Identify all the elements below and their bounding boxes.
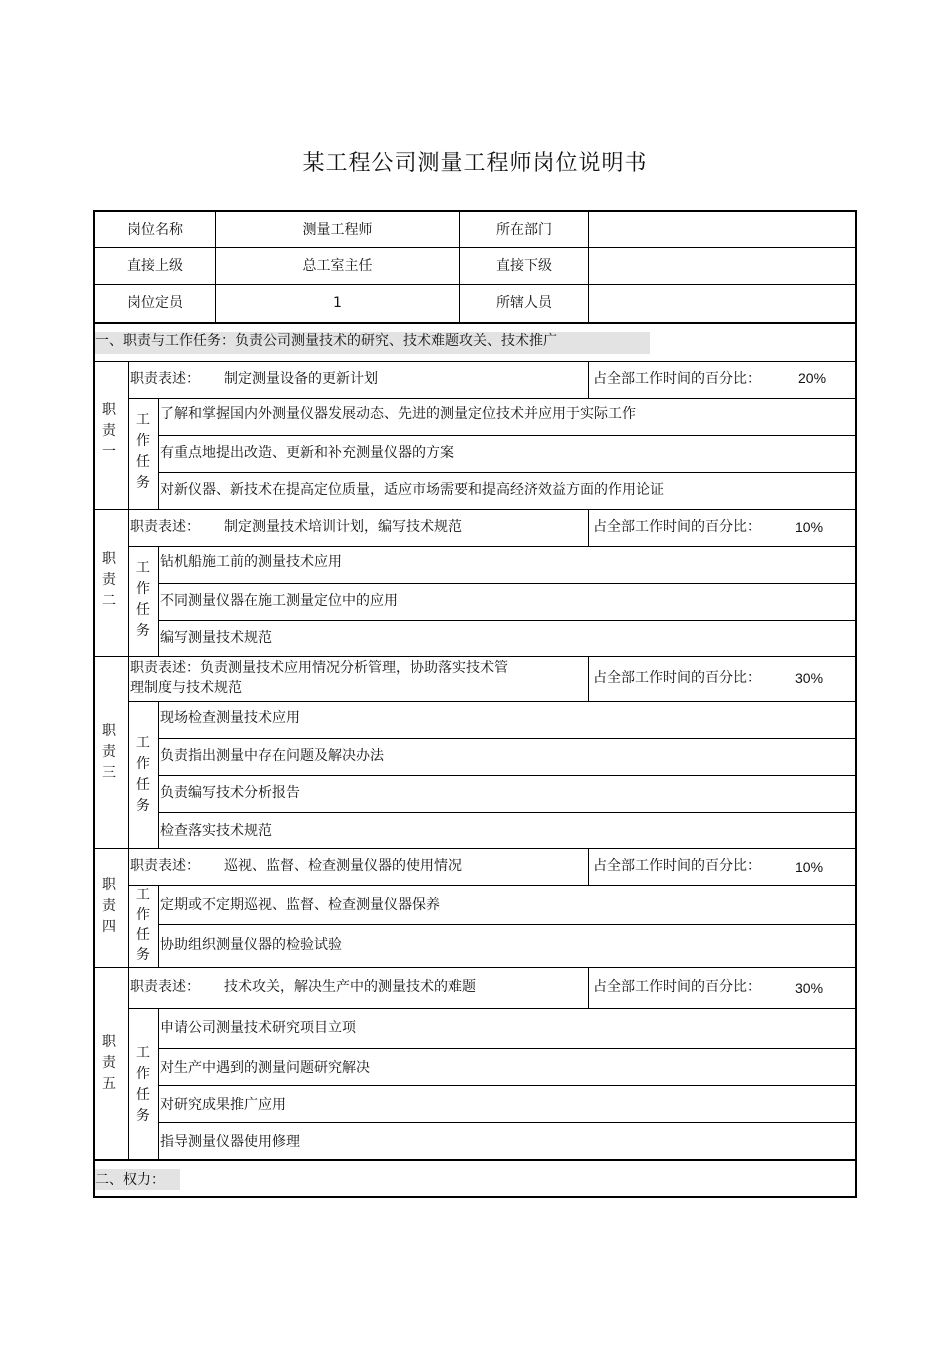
grid-line <box>588 509 589 546</box>
document-title: 某工程公司测量工程师岗位说明书 <box>302 151 648 176</box>
duty5-description: 职责表述： 技术攻关，解决生产中的测量技术的难题 <box>130 979 476 995</box>
duty4-description: 职责表述： 巡视、监督、检查测量仪器的使用情况 <box>130 858 462 874</box>
duty1-percent-label: 占全部工作时间的百分比： <box>593 371 761 387</box>
duty4-label: 职 责 四 <box>102 877 116 935</box>
grid-line <box>158 885 159 967</box>
grid-line <box>158 620 855 621</box>
duty2-description: 职责表述： 制定测量技术培训计划，编写技术规范 <box>130 519 462 535</box>
grid-line <box>128 398 855 399</box>
duty2-label: 职 责 二 <box>102 551 116 609</box>
duty3-task-3: 负责编写技术分析报告 <box>160 785 300 801</box>
grid-line <box>158 924 855 925</box>
duty4-task-1: 定期或不定期巡视、监督、检查测量仪器保养 <box>160 897 440 913</box>
duty2-task-3: 编写测量技术规范 <box>160 630 272 646</box>
grid-line <box>158 812 855 813</box>
grid-line <box>158 738 855 739</box>
grid-line <box>588 967 589 1008</box>
duty4-percent-label: 占全部工作时间的百分比： <box>593 858 761 874</box>
grid-line <box>158 546 159 656</box>
label-department: 所在部门 <box>496 222 552 238</box>
duty5-task-2: 对生产中遇到的测量问题研究解决 <box>160 1060 370 1076</box>
duty3-task-1: 现场检查测量技术应用 <box>160 710 300 726</box>
section1-heading: 一、职责与工作任务：负责公司测量技术的研究、技术难题攻关、技术推广 <box>95 333 557 349</box>
grid-line <box>158 1008 159 1160</box>
grid-line <box>128 701 855 702</box>
duty5-percent: 30% <box>795 980 824 996</box>
grid-line <box>158 435 855 436</box>
duty2-percent: 10% <box>795 519 824 535</box>
grid-line <box>158 583 855 584</box>
grid-line <box>158 1085 855 1086</box>
grid-line <box>588 361 589 398</box>
value-position-name: 测量工程师 <box>302 222 373 238</box>
duty3-task-4: 检查落实技术规范 <box>160 823 272 839</box>
duty5-task-label: 工 作 任 务 <box>136 1045 150 1124</box>
value-headcount: 1 <box>333 295 342 311</box>
duty1-percent: 20% <box>798 370 827 386</box>
duty5-task-3: 对研究成果推广应用 <box>160 1097 286 1113</box>
grid-line <box>95 247 855 248</box>
grid-line <box>128 1008 855 1009</box>
grid-line <box>588 656 589 701</box>
duty2-percent-label: 占全部工作时间的百分比： <box>593 519 761 535</box>
duty1-label: 职 责 一 <box>102 402 116 460</box>
grid-line <box>128 546 855 547</box>
duty2-task-2: 不同测量仪器在施工测量定位中的应用 <box>160 593 398 609</box>
grid-line <box>158 775 855 776</box>
duty5-label: 职 责 五 <box>102 1034 116 1092</box>
duty5-task-4: 指导测量仪器使用修理 <box>160 1134 300 1150</box>
grid-line <box>128 509 129 656</box>
duty5-task-1: 申请公司测量技术研究项目立项 <box>160 1020 356 1036</box>
label-direct-superior: 直接上级 <box>127 258 183 274</box>
value-direct-subordinate <box>589 248 855 284</box>
grid-line <box>588 848 589 885</box>
grid-line <box>158 472 855 473</box>
grid-line <box>215 212 216 322</box>
grid-line <box>158 398 159 509</box>
duty2-task-1: 钻机船施工前的测量技术应用 <box>160 554 342 570</box>
grid-line <box>128 656 129 848</box>
value-department <box>589 212 855 248</box>
grid-line <box>128 361 129 509</box>
value-managed-staff <box>589 284 855 322</box>
label-direct-subordinate: 直接下级 <box>496 258 552 274</box>
duty4-percent: 10% <box>795 859 824 875</box>
grid-line <box>588 212 589 322</box>
duty3-percent-label: 占全部工作时间的百分比： <box>593 670 761 686</box>
duty3-label: 职 责 三 <box>102 723 116 781</box>
duty3-description-line2: 理制度与技术规范 <box>130 680 242 696</box>
duty5-percent-label: 占全部工作时间的百分比： <box>593 979 761 995</box>
duty3-description-line1: 职责表述：负责测量技术应用情况分析管理，协助落实技术管 <box>130 660 508 676</box>
grid-line <box>158 1048 855 1049</box>
duty3-task-label: 工 作 任 务 <box>136 735 150 814</box>
grid-line <box>158 1122 855 1123</box>
label-managed-staff: 所辖人员 <box>496 295 552 311</box>
value-direct-superior: 总工室主任 <box>302 258 373 274</box>
grid-line <box>95 1159 855 1161</box>
duty1-task-label: 工 作 任 务 <box>136 412 150 491</box>
duty1-task-2: 有重点地提出改造、更新和补充测量仪器的方案 <box>160 445 454 461</box>
label-position-name: 岗位名称 <box>127 222 183 238</box>
grid-line <box>128 967 129 1160</box>
duty4-task-label: 工 作 任 务 <box>136 887 150 963</box>
grid-line <box>95 322 855 324</box>
duty1-task-3: 对新仪器、新技术在提高定位质量，适应市场需要和提高经济效益方面的作用论证 <box>160 482 664 498</box>
duty1-description: 职责表述： 制定测量设备的更新计划 <box>130 371 378 387</box>
duty3-task-2: 负责指出测量中存在问题及解决办法 <box>160 748 384 764</box>
grid-line <box>128 885 855 886</box>
grid-line <box>128 848 129 967</box>
duty1-task-1: 了解和掌握国内外测量仪器发展动态、先进的测量定位技术并应用于实际工作 <box>160 406 636 422</box>
duty4-task-2: 协助组织测量仪器的检验试验 <box>160 937 342 953</box>
grid-line <box>95 284 855 285</box>
duty3-percent: 30% <box>795 670 824 686</box>
grid-line <box>459 212 460 322</box>
label-headcount: 岗位定员 <box>127 295 183 311</box>
duty2-task-label: 工 作 任 务 <box>136 560 150 639</box>
section2-heading: 二、权力： <box>95 1172 165 1188</box>
